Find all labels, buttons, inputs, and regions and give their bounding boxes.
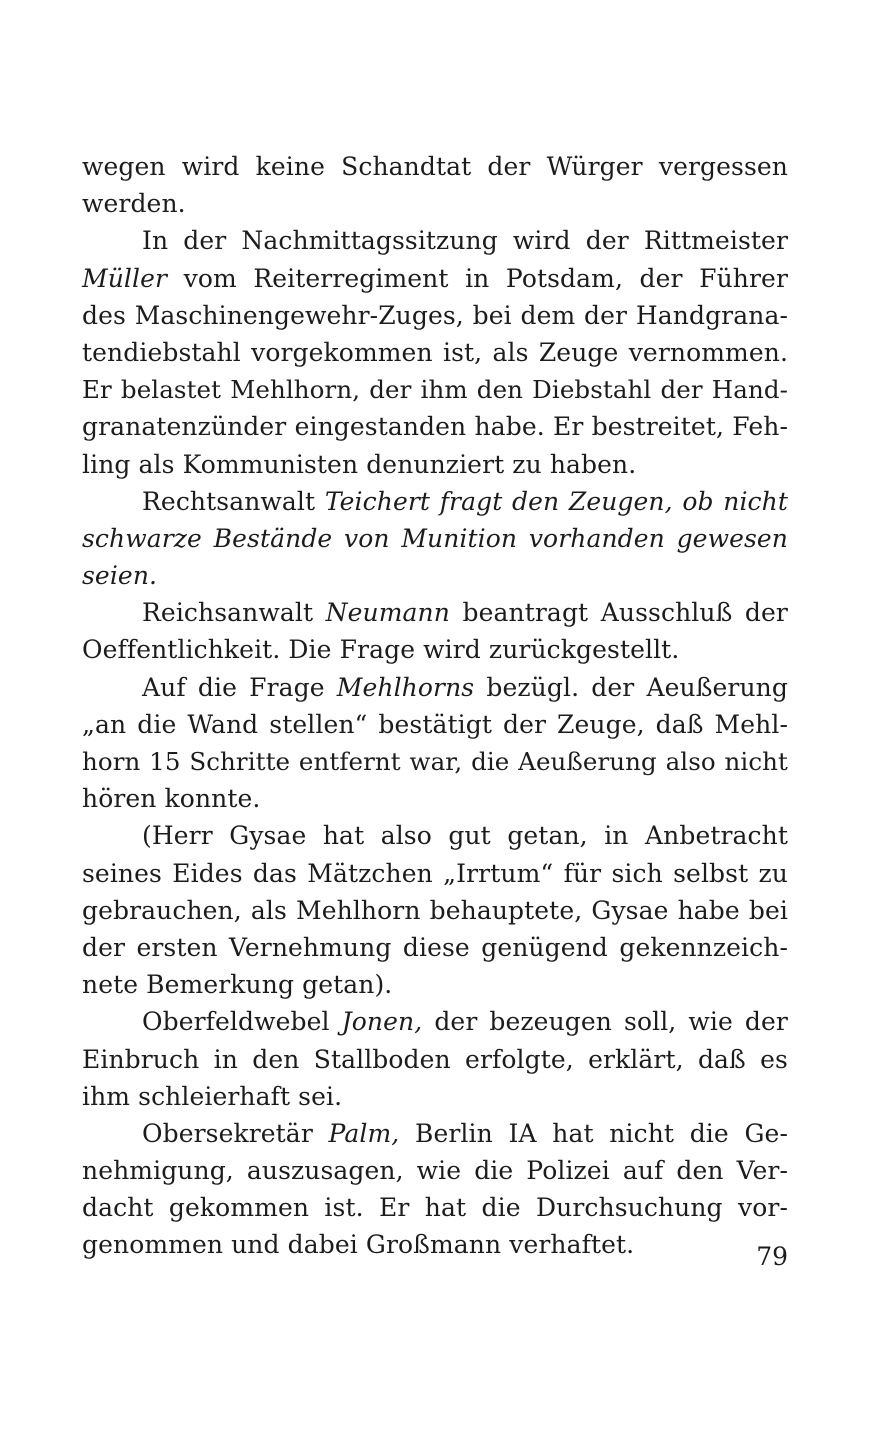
text-segment: (Herr Gysae hat also gut getan, in Anbetracht: [142, 821, 788, 851]
text-segment: nehmigung, auszusagen, wie die Polizei auf den Ver-: [82, 1156, 788, 1186]
paragraph: [82, 222, 788, 482]
text-segment: granatenzünder eingestanden habe. Er bestreitet, Feh-: [82, 412, 788, 442]
text-line: [82, 966, 788, 1003]
text-line: [82, 371, 788, 408]
text-segment: Einbruch in den Stallboden erfolgte, erklärt, daß es: [82, 1044, 788, 1074]
text-segment: Oeffentlichkeit. Die Frage wird zurückgestellt.: [82, 635, 680, 665]
text-segment: gebrauchen, als Mehlhorn behauptete, Gysae habe bei: [82, 895, 788, 925]
text-segment: wegen wird keine Schandtat der Würger vergessen: [82, 152, 788, 181]
text-line: [82, 222, 788, 259]
paragraph: [82, 1115, 788, 1264]
text-line: [82, 929, 788, 966]
italic-text: Mehlhorns: [336, 672, 475, 702]
text-line: [82, 557, 788, 594]
body-text: [82, 148, 788, 1264]
text-line: [82, 780, 788, 817]
text-line: [82, 1115, 788, 1152]
text-line: [82, 148, 788, 185]
paragraph: [82, 817, 788, 1003]
text-line: [82, 520, 788, 557]
text-line: [82, 260, 788, 297]
text-segment: Oberfeldwebel: [142, 1007, 342, 1037]
page-number: 79: [756, 1242, 788, 1271]
text-line: [82, 1041, 788, 1078]
text-line: [82, 706, 788, 743]
text-line: [82, 1003, 788, 1040]
text-line: [82, 483, 788, 520]
text-line: [82, 297, 788, 334]
italic-text: Jonen,: [341, 1007, 423, 1037]
text-segment: ihm schleierhaft sei.: [82, 1081, 343, 1111]
text-segment: bezügl. der Aeußerung: [474, 672, 788, 702]
text-line: [82, 669, 788, 706]
paragraph: [82, 483, 788, 595]
text-line: [82, 855, 788, 892]
text-segment: „an die Wand stellen“ bestätigt der Zeuge, daß Mehl-: [82, 709, 788, 739]
text-segment: Berlin IA hat nicht die Ge-: [399, 1118, 788, 1148]
italic-text: seien.: [82, 561, 158, 591]
text-segment: der bezeugen soll, wie der: [422, 1007, 788, 1037]
text-segment: Er belastet Mehlhorn, der ihm den Diebstahl der Hand-: [82, 375, 788, 405]
text-line: [82, 743, 788, 780]
text-segment: vom Reiterregiment in Potsdam, der Führer: [167, 263, 788, 293]
paragraph: [82, 669, 788, 818]
text-segment: seines Eides das Mätzchen „Irrtum“ für sich selbst zu: [82, 858, 788, 888]
text-line: [82, 185, 788, 222]
text-segment: Auf die Frage: [142, 672, 337, 702]
text-segment: Obersekretär: [142, 1118, 329, 1148]
text-segment: dacht gekommen ist. Er hat die Durchsuchung vor-: [82, 1193, 788, 1223]
text-segment: hören konnte.: [82, 784, 261, 814]
text-line: [82, 1189, 788, 1226]
text-line: [82, 446, 788, 483]
text-segment: tendiebstahl vorgekommen ist, als Zeuge vernommen.: [82, 337, 788, 367]
text-line: [82, 892, 788, 929]
italic-text: schwarze Bestände von Munition vorhanden gewesen: [82, 523, 788, 553]
text-segment: In der Nachmittagssitzung wird der Rittmeister: [142, 226, 788, 256]
italic-text: Teichert fragt den Zeugen, ob nicht: [324, 486, 788, 516]
text-line: [82, 817, 788, 854]
text-segment: Rechtsanwalt: [142, 486, 325, 516]
text-segment: ling als Kommunisten denunziert zu haben.: [82, 449, 637, 479]
text-line: [82, 594, 788, 631]
text-segment: beantragt Ausschluß der: [449, 598, 788, 628]
text-segment: werden.: [82, 189, 186, 219]
italic-text: Müller: [82, 263, 168, 293]
text-line: [82, 1226, 788, 1263]
text-line: [82, 1152, 788, 1189]
text-line: [82, 408, 788, 445]
text-line: [82, 631, 788, 668]
paragraph: [82, 1003, 788, 1115]
text-segment: genommen und dabei Großmann verhaftet.: [82, 1230, 635, 1260]
text-segment: Reichsanwalt: [142, 598, 326, 628]
italic-text: Palm,: [328, 1118, 400, 1148]
text-segment: der ersten Vernehmung diese genügend gekennzeich-: [82, 932, 788, 962]
text-line: [82, 334, 788, 371]
paragraph: [82, 148, 788, 222]
text-line: [82, 1078, 788, 1115]
text-segment: nete Bemerkung getan).: [82, 970, 393, 1000]
italic-text: Neumann: [325, 598, 450, 628]
paragraph: [82, 594, 788, 668]
text-segment: des Maschinengewehr-Zuges, bei dem der Handgrana-: [82, 300, 788, 330]
text-segment: horn 15 Schritte entfernt war, die Aeußerung also nicht: [82, 747, 788, 776]
